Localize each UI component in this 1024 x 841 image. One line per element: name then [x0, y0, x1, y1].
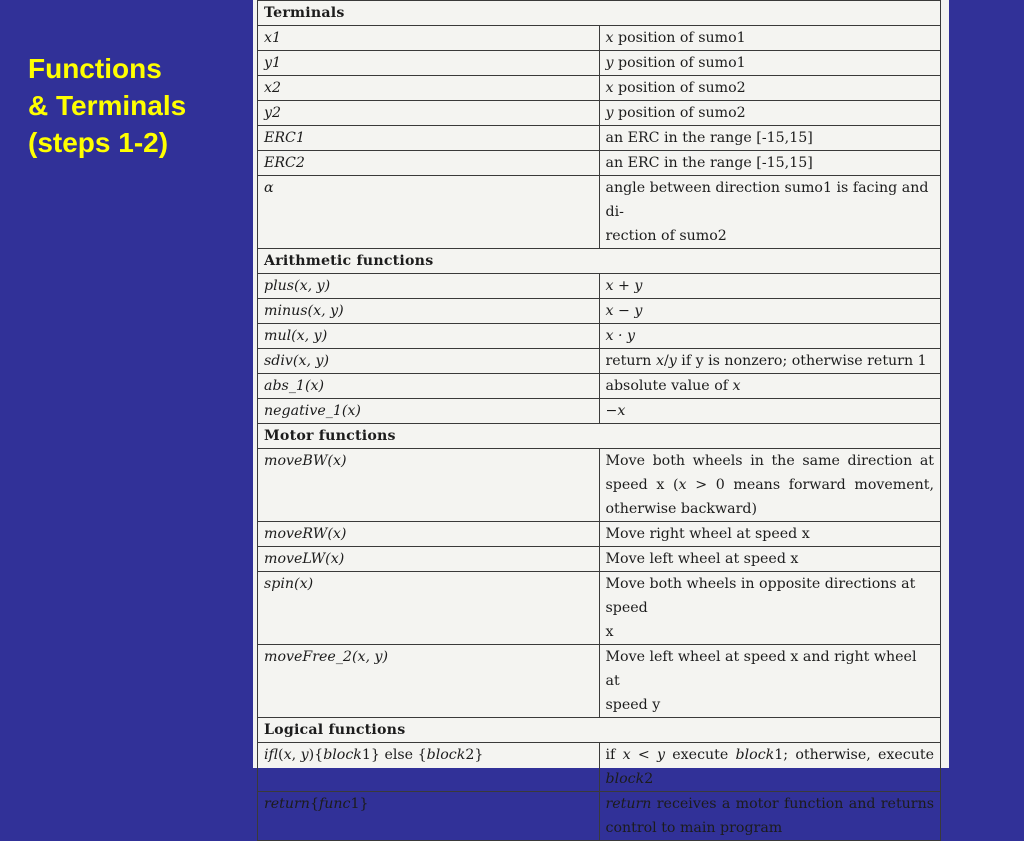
description-line: Move left wheel at speed x and right wheel at — [605, 649, 917, 689]
table-row — [258, 547, 941, 572]
function-name — [258, 299, 600, 324]
terminal-description: y position of sumo1 — [599, 51, 941, 76]
description-line: Move both wheels in opposite directions at speed — [605, 576, 916, 616]
section-heading-logical: Logical functions — [258, 718, 941, 743]
function-description-text: x − y — [605, 303, 643, 319]
function-name — [258, 522, 600, 547]
function-name — [258, 449, 600, 522]
function-name — [258, 274, 600, 299]
function-description — [599, 324, 941, 349]
table-row — [258, 299, 941, 324]
terminal-name — [258, 76, 600, 101]
function-description: if x < y execute block1; otherwise, execute block2 — [599, 743, 941, 792]
table-row — [258, 101, 941, 126]
section-row-arithmetic — [258, 249, 941, 274]
function-name — [258, 572, 600, 645]
terminal-name — [258, 151, 600, 176]
terminal-name-text: x2 — [264, 80, 282, 96]
terminal-name-text: ERC1 — [264, 130, 305, 146]
function-name-text: moveLW(x) — [264, 551, 345, 567]
function-name-text: plus(x, y) — [264, 278, 331, 294]
title-line-3: (steps 1-2) — [28, 127, 169, 158]
section-heading-terminals: Terminals — [258, 1, 941, 26]
title-line-1: Functions — [28, 53, 162, 84]
table-row — [258, 743, 941, 792]
function-description: return receives a motor function and returns control to main program — [599, 792, 941, 841]
terminal-name — [258, 176, 600, 249]
section-row-logical — [258, 718, 941, 743]
section-row-terminals — [258, 1, 941, 26]
function-name — [258, 399, 600, 424]
function-name-text: minus(x, y) — [264, 303, 344, 319]
table-row — [258, 324, 941, 349]
function-description — [599, 645, 941, 718]
terminal-description: an ERC in the range [-15,15] — [599, 126, 941, 151]
function-description-text: −x — [605, 403, 626, 419]
table-row — [258, 349, 941, 374]
table-row — [258, 374, 941, 399]
terminal-description: x position of sumo2 — [599, 76, 941, 101]
terminal-description: y position of sumo2 — [599, 101, 941, 126]
description-line: x — [605, 624, 614, 640]
terminal-name-text: x1 — [264, 30, 282, 46]
table-row — [258, 449, 941, 522]
description-line: rection of sumo2 — [605, 228, 727, 244]
slide-title — [28, 50, 248, 161]
table-page — [253, 0, 949, 836]
table-row — [258, 151, 941, 176]
description-line: angle between direction sumo1 is facing and di- — [605, 180, 929, 220]
description-line: speed y — [605, 697, 661, 713]
table-row — [258, 399, 941, 424]
function-name-text: moveRW(x) — [264, 526, 347, 542]
table-row — [258, 126, 941, 151]
function-name — [258, 374, 600, 399]
function-description — [599, 399, 941, 424]
function-description: return x/y if y is nonzero; otherwise return 1 — [599, 349, 941, 374]
table-row — [258, 26, 941, 51]
terminal-description: x position of sumo1 — [599, 26, 941, 51]
table-row — [258, 51, 941, 76]
function-name-text: spin(x) — [264, 576, 314, 592]
table-row — [258, 572, 941, 645]
function-description: Move both wheels in the same direction at speed x (x > 0 means forward movement, otherwise backward) — [599, 449, 941, 522]
function-name — [258, 645, 600, 718]
terminal-name — [258, 126, 600, 151]
table-row — [258, 792, 941, 841]
function-name-text: moveFree_2(x, y) — [264, 649, 389, 665]
terminal-name-text: y2 — [264, 105, 282, 121]
table-row — [258, 522, 941, 547]
function-name: ifl(x, y){block1} else {block2} — [258, 743, 600, 792]
section-heading-motor: Motor functions — [258, 424, 941, 449]
function-description — [599, 299, 941, 324]
function-name: return{func1} — [258, 792, 600, 841]
terminal-name — [258, 26, 600, 51]
function-name — [258, 349, 600, 374]
function-name — [258, 547, 600, 572]
terminal-name — [258, 101, 600, 126]
function-name — [258, 324, 600, 349]
table-row — [258, 76, 941, 101]
function-description — [599, 572, 941, 645]
terminal-name-text: ERC2 — [264, 155, 305, 171]
function-description: Move right wheel at speed x — [599, 522, 941, 547]
section-heading-arithmetic: Arithmetic functions — [258, 249, 941, 274]
table-row — [258, 645, 941, 718]
function-description: absolute value of x — [599, 374, 941, 399]
functions-terminals-table — [257, 0, 941, 841]
terminal-description: an ERC in the range [-15,15] — [599, 151, 941, 176]
table-row — [258, 274, 941, 299]
function-description: Move left wheel at speed x — [599, 547, 941, 572]
section-row-motor — [258, 424, 941, 449]
terminal-description — [599, 176, 941, 249]
terminal-name-text: α — [264, 180, 274, 196]
terminal-name — [258, 51, 600, 76]
function-name-text: negative_1(x) — [264, 403, 361, 419]
function-name-text: mul(x, y) — [264, 328, 328, 344]
function-name-text: moveBW(x) — [264, 453, 347, 469]
title-line-2: & Terminals — [28, 90, 187, 121]
function-description-text: x · y — [605, 328, 636, 344]
terminal-name-text: y1 — [264, 55, 282, 71]
table-row — [258, 176, 941, 249]
function-name-text: sdiv(x, y) — [264, 353, 330, 369]
function-name-text: abs_1(x) — [264, 378, 325, 394]
function-description-text: x + y — [605, 278, 643, 294]
function-description — [599, 274, 941, 299]
